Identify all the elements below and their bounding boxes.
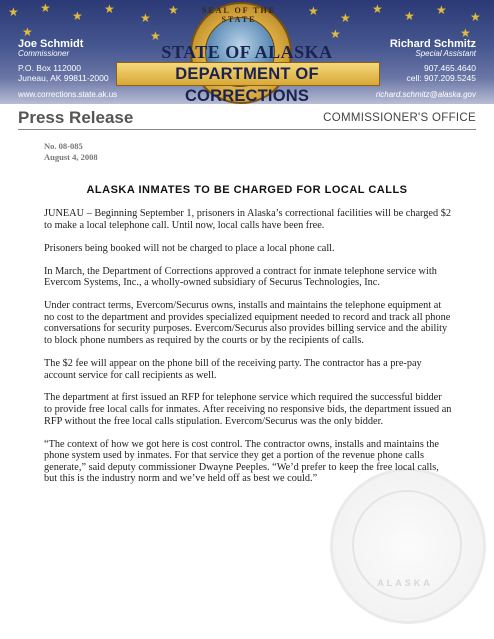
press-release-label: Press Release: [18, 108, 134, 127]
star-icon: ★: [460, 26, 471, 40]
article-body: [44, 208, 452, 496]
assistant-contact: [376, 38, 476, 99]
star-icon: ★: [150, 29, 161, 43]
paragraph: In March, the Department of Corrections approved a contract for inmate telephone service with Evercom Systems, Inc., a wholly-owned subsidiary of Securus Technologies, Inc.: [44, 265, 437, 289]
assistant-name: Richard Schmitz: [389, 38, 476, 50]
star-icon: ★: [72, 9, 83, 23]
phone-numbers: [376, 63, 476, 83]
address-line-1: P.O. Box 112000: [18, 63, 82, 73]
star-icon: ★: [372, 2, 383, 16]
commissioner-name: Joe Schmidt: [18, 38, 84, 50]
cell-phone: cell: 907.209.5245: [406, 73, 476, 83]
department-name: DEPARTMENT OF CORRECTIONS: [175, 65, 319, 105]
header-divider: [18, 129, 476, 130]
star-icon: ★: [330, 27, 341, 41]
star-icon: ★: [140, 11, 151, 25]
headline: ALASKA INMATES TO BE CHARGED FOR LOCAL CALLS: [86, 184, 408, 196]
assistant-role: Special Assistant: [415, 49, 476, 58]
star-icon: ★: [22, 25, 33, 39]
paragraph: The $2 fee will appear on the phone bill of the receiving party. The contractor has a pre-pay account service for call recipients as well.: [44, 357, 422, 381]
star-icon: ★: [8, 5, 19, 19]
website-link[interactable]: www.corrections.state.ak.us: [18, 90, 118, 99]
commissioner-role: Commissioner: [18, 49, 70, 58]
office-phone: 907.465.4640: [424, 63, 476, 73]
paragraph: Under contract terms, Evercom/Securus owns, installs and maintains the telephone equipment at no cost to the department and provides specialized equipment needed to record and track all phone conversations for security purposes. Evercom/Securus also provides billing service and the ability to block phone numbers as required by the courts or by the recipients of calls.: [44, 300, 451, 346]
office-label: COMMISSIONER'S OFFICE: [323, 112, 476, 124]
star-icon: ★: [436, 3, 447, 17]
mailing-address: [18, 63, 117, 83]
star-icon: ★: [340, 11, 351, 25]
seal-text: SEAL OF THE STATE: [201, 6, 277, 24]
release-date: August 4, 2008: [44, 152, 98, 162]
commissioner-contact: [18, 38, 117, 99]
star-icon: ★: [308, 4, 319, 18]
state-name: STATE OF ALASKA: [161, 42, 333, 62]
star-icon: ★: [470, 10, 481, 24]
release-meta: [44, 141, 98, 163]
star-icon: ★: [168, 3, 179, 17]
email-link[interactable]: richard.schmitz@alaska.gov: [375, 90, 476, 99]
paragraph: JUNEAU – Beginning September 1, prisoners in Alaska’s correctional facilities will be charged $2 to make a local telephone call. Until now, local calls have been free.: [44, 208, 452, 231]
release-number: No. 08-085: [44, 141, 83, 151]
star-icon: ★: [404, 9, 415, 23]
paragraph: “The context of how we got here is cost control. The contractor owns, installs and maintains the phone system used by inmates. For that service they get a portion of the revenue phone calls generate,” said deputy commissioner Dwayne Peeples. “We’d prefer to keep the free local calls, but this is the industry norm and we’ve held off as best we could.”: [44, 438, 439, 485]
address-line-2: Juneau, AK 99811-2000: [18, 73, 109, 83]
paragraph: Prisoners being booked will not be charged to place a local phone call.: [44, 242, 335, 254]
star-icon: ★: [104, 2, 115, 16]
star-icon: ★: [40, 1, 51, 15]
paragraph: The department at first issued an RFP for telephone service which required the successful bidder to provide free local calls for inmates. After receiving no responsive bids, the department issued an RFP without the free local calls stipulation. Evercom/Securus was the only bidder.: [44, 392, 452, 427]
watermark-text: ALASKA: [377, 578, 433, 588]
